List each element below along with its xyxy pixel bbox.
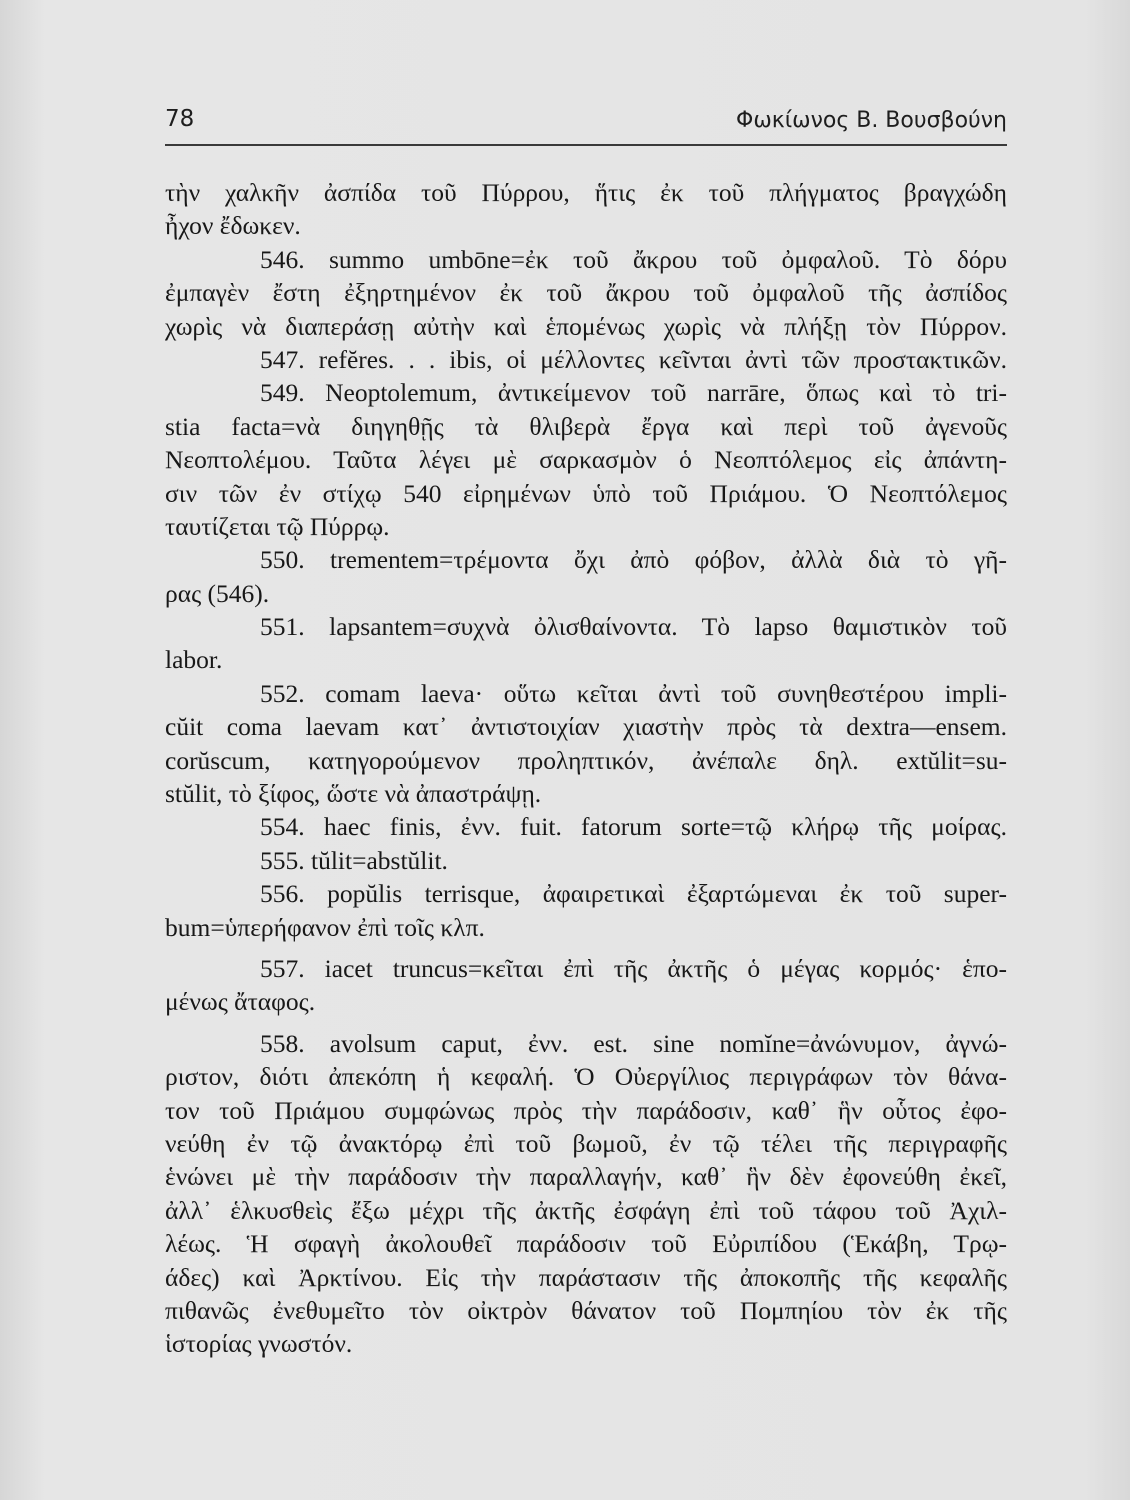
text-line: Νεοπτολέμου. Ταῦτα λέγει μὲ σαρκασμὸν ὁ Νεοπτόλεμος εἰς ἀπάντη-: [165, 445, 1007, 475]
note-550: 550. trementem=τρέμοντα ὄχι ἀπὸ φόβον, ἀλλὰ διὰ τὸ γῆ-: [260, 545, 1007, 575]
text-line: ταυτίζεται τῷ Πύρρῳ.: [165, 511, 390, 541]
text-line: stia facta=νὰ διηγηθῇς τὰ θλιβερὰ ἔργα καὶ περὶ τοῦ ἀγενοῦς: [165, 411, 1007, 441]
text-line: πιθανῶς ἐνεθυμεῖτο τὸν οἰκτρὸν θάνατον τοῦ Πομπηίου τὸν ἐκ τῆς: [165, 1295, 1007, 1325]
text-line: ἀλλ᾿ ἑλκυσθεὶς ἔξω μέχρι τῆς ἀκτῆς ἐσφάγη ἐπὶ τοῦ τάφου τοῦ Ἀχιλ-: [165, 1195, 1007, 1225]
text-line: ριστον, διότι ἀπεκόπη ἡ κεφαλή. Ὁ Οὐεργίλιος περιγράφων τὸν θάνα-: [165, 1062, 1007, 1092]
note-549: 549. Neoptolemum, ἀντικείμενον τοῦ narrāre, ὅπως καὶ τὸ tri-: [260, 378, 1007, 408]
text-line: χωρὶς νὰ διαπεράσῃ αὐτὴν καὶ ἑπομένως χωρὶς νὰ πλήξῃ τὸν Πύρρον.: [165, 311, 1007, 341]
text-line: τον τοῦ Πριάμου συμφώνως πρὸς τὴν παράδοσιν, καθ᾿ ἣν οὗτος ἐφο-: [165, 1095, 1007, 1125]
note-557: 557. iacet truncus=κεῖται ἐπὶ τῆς ἀκτῆς ὁ μέγας κορμός· ἑπο-: [260, 953, 1007, 983]
page-number: 78: [165, 106, 195, 132]
note-556: 556. popŭlis terrisque, ἀφαιρετικαὶ ἐξαρτώμεναι ἐκ τοῦ super-: [260, 879, 1007, 909]
note-554: 554. haec finis, ἐνν. fuit. fatorum sorte=τῷ κλήρῳ τῆς μοίρας.: [260, 812, 1007, 842]
text-line: άδες) καὶ Ἀρκτίνου. Εἰς τὴν παράστασιν τῆς ἀποκοπῆς τῆς κεφαλῆς: [165, 1262, 1007, 1292]
text-line: ἦχον ἔδωκεν.: [165, 211, 301, 241]
text-line: μένως ἄταφος.: [165, 987, 316, 1017]
spacer: [165, 944, 1007, 952]
text-line: stŭlit, τὸ ξίφος, ὥστε νὰ ἀπαστράψῃ.: [165, 779, 542, 809]
text-line: λέως. Ἡ σφαγὴ ἀκολουθεῖ παράδοσιν τοῦ Εὐριπίδου (Ἑκάβη, Τρῳ-: [165, 1229, 1007, 1259]
text-line: τὴν χαλκῆν ἀσπίδα τοῦ Πύρρου, ἥτις ἐκ τοῦ πλήγματος βραγχώδη: [165, 178, 1007, 207]
running-head: Φωκίωνος Β. Βουσβούνη: [736, 108, 1007, 133]
note-555: 555. tŭlit=abstŭlit.: [260, 845, 448, 875]
text-line: corŭscum, κατηγορούμενον προληπτικόν, ἀνέπαλε δηλ. extŭlit=su-: [165, 745, 1007, 775]
text-line: σιν τῶν ἐν στίχῳ 540 εἰρημένων ὑπὸ τοῦ Πριάμου. Ὁ Νεοπτόλεμος: [165, 478, 1007, 508]
note-547: 547. refĕres. . . ibis, οἱ μέλλοντες κεῖνται ἀντὶ τῶν προστακτικῶν.: [260, 344, 1007, 374]
text-line: νεύθη ἐν τῷ ἀνακτόρῳ ἐπὶ τοῦ βωμοῦ, ἐν τῷ τέλει τῆς περιγραφῆς: [165, 1128, 1007, 1158]
commentary-text: [165, 176, 1007, 1361]
text-line: ἐμπαγὲν ἔστη ἐξηρτημένον ἐκ τοῦ ἄκρου τοῦ ὀμφαλοῦ τῆς ἀσπίδος: [165, 278, 1007, 308]
text-line: labor.: [165, 645, 223, 675]
spacer: [165, 1019, 1007, 1027]
note-551: 551. lapsantem=συχνὰ ὀλισθαίνοντα. Τὸ lapso θαμιστικὸν τοῦ: [260, 612, 1007, 642]
text-line: ἱστορίας γνωστόν.: [165, 1329, 353, 1359]
page-header: [165, 104, 1007, 146]
text-line: ἑνώνει μὲ τὴν παράδοσιν τὴν παραλλαγήν, καθ᾿ ἣν δὲν ἐφονεύθη ἐκεῖ,: [165, 1162, 1007, 1192]
note-546: 546. summo umbōne=ἐκ τοῦ ἄκρου τοῦ ὀμφαλοῦ. Τὸ δόρυ: [260, 244, 1007, 274]
note-558: 558. avolsum caput, ἐνν. est. sine nomĭne=ἀνώνυμον, ἀγνώ-: [260, 1028, 1007, 1058]
note-552: 552. comam laeva· οὕτω κεῖται ἀντὶ τοῦ συνηθεστέρου impli-: [260, 678, 1007, 708]
text-line: ρας (546).: [165, 578, 270, 608]
text-line: cŭit coma laevam κατ᾿ ἀντιστοιχίαν χιαστὴν πρὸς τὰ dextra—ensem.: [165, 712, 1007, 742]
text-line: bum=ὑπερήφανον ἐπὶ τοῖς κλπ.: [165, 912, 485, 942]
